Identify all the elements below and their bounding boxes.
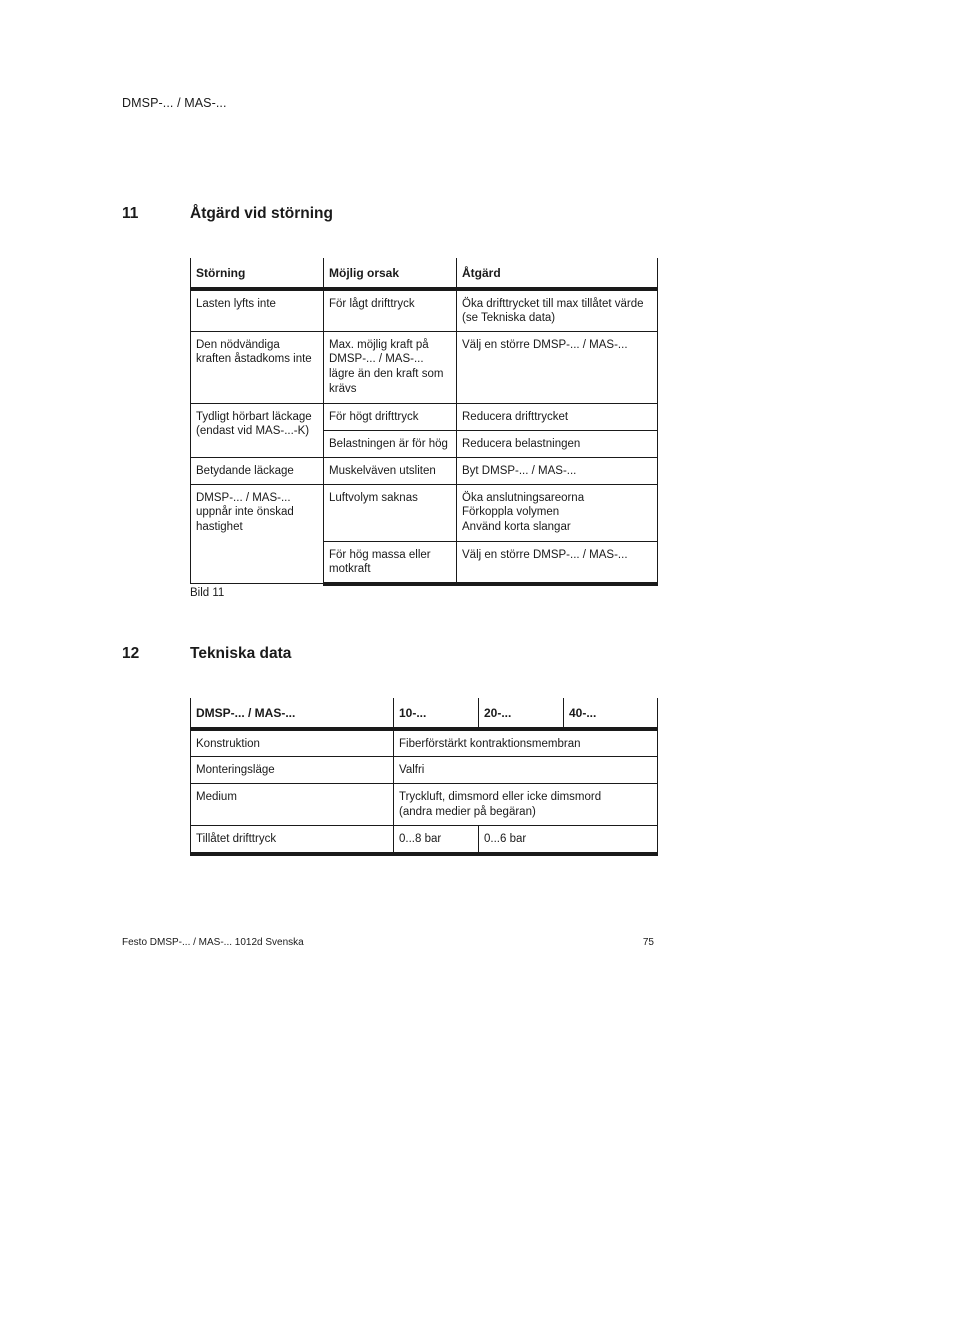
table-row bbox=[191, 331, 658, 403]
cause-cell: Belastningen är för hög bbox=[324, 430, 457, 457]
property-label: Monteringsläge bbox=[191, 757, 394, 784]
table-row bbox=[191, 289, 658, 332]
cause-cell: Muskelväven utsliten bbox=[324, 457, 457, 484]
table-header-row bbox=[191, 258, 658, 289]
property-label: Medium bbox=[191, 784, 394, 826]
column-header-model: DMSP-... / MAS-... bbox=[191, 698, 394, 729]
table-row bbox=[191, 729, 658, 757]
action-line: Använd korta slangar bbox=[462, 520, 571, 533]
table-row bbox=[191, 757, 658, 784]
action-cell bbox=[457, 484, 658, 541]
table-row bbox=[191, 826, 658, 854]
section-11-title: Åtgärd vid störning bbox=[190, 205, 333, 222]
property-label: Konstruktion bbox=[191, 729, 394, 757]
running-header: DMSP-... / MAS-... bbox=[122, 96, 227, 110]
section-12-number: 12 bbox=[122, 645, 140, 662]
action-cell: Välj en större DMSP-... / MAS-... bbox=[457, 541, 658, 584]
value-line: Tryckluft, dimsmord eller icke dimsmord bbox=[399, 791, 602, 804]
problem-cell: DMSP-... / MAS-... uppnår inte önskad hastighet bbox=[191, 484, 324, 584]
section-12-title: Tekniska data bbox=[190, 645, 292, 662]
cause-cell: För lågt drifttryck bbox=[324, 289, 457, 332]
column-header-action: Åtgärd bbox=[457, 258, 658, 289]
cause-cell: Max. möjlig kraft på DMSP-... / MAS-... lägre än den kraft som krävs bbox=[324, 331, 457, 403]
action-cell: Välj en större DMSP-... / MAS-... bbox=[457, 331, 658, 403]
problem-cell: Tydligt hörbart läckage (endast vid MAS-...-K) bbox=[191, 403, 324, 457]
cause-cell: För hög massa eller motkraft bbox=[324, 541, 457, 584]
page-number: 75 bbox=[642, 937, 654, 948]
value-line: (andra medier på begäran) bbox=[399, 805, 536, 818]
table-row bbox=[191, 784, 658, 826]
column-header-size-40: 40-... bbox=[564, 698, 658, 729]
action-cell: Reducera drifttrycket bbox=[457, 403, 658, 430]
action-line: Öka anslutningsareorna bbox=[462, 491, 585, 504]
technical-data-table bbox=[190, 698, 658, 856]
property-value-20-40: 0...6 bar bbox=[479, 826, 658, 854]
property-value-10: 0...8 bar bbox=[394, 826, 479, 854]
action-line: Förkoppla volymen bbox=[462, 506, 560, 519]
column-header-cause: Möjlig orsak bbox=[324, 258, 457, 289]
problem-cell: Lasten lyfts inte bbox=[191, 289, 324, 332]
column-header-size-20: 20-... bbox=[479, 698, 564, 729]
action-cell: Byt DMSP-... / MAS-... bbox=[457, 457, 658, 484]
table-header-row bbox=[191, 698, 658, 729]
property-value bbox=[394, 784, 658, 826]
troubleshooting-table bbox=[190, 258, 658, 586]
property-value: Fiberförstärkt kontraktionsmembran bbox=[394, 729, 658, 757]
footer-document-id: Festo DMSP-... / MAS-... 1012d Svenska bbox=[122, 937, 304, 948]
problem-cell: Den nödvändiga kraften åstadkoms inte bbox=[191, 331, 324, 403]
property-value: Valfri bbox=[394, 757, 658, 784]
table-row bbox=[191, 484, 658, 541]
action-cell: Öka drifttrycket till max tillåtet värde (se Tekniska data) bbox=[457, 289, 658, 332]
column-header-problem: Störning bbox=[191, 258, 324, 289]
table-row bbox=[191, 457, 658, 484]
table-row bbox=[191, 403, 658, 430]
column-header-size-10: 10-... bbox=[394, 698, 479, 729]
cause-cell: För högt drifttryck bbox=[324, 403, 457, 430]
section-11-number: 11 bbox=[122, 205, 139, 222]
problem-cell: Betydande läckage bbox=[191, 457, 324, 484]
property-label: Tillåtet drifttryck bbox=[191, 826, 394, 854]
cause-cell: Luftvolym saknas bbox=[324, 484, 457, 541]
figure-caption: Bild 11 bbox=[190, 587, 225, 599]
action-cell: Reducera belastningen bbox=[457, 430, 658, 457]
